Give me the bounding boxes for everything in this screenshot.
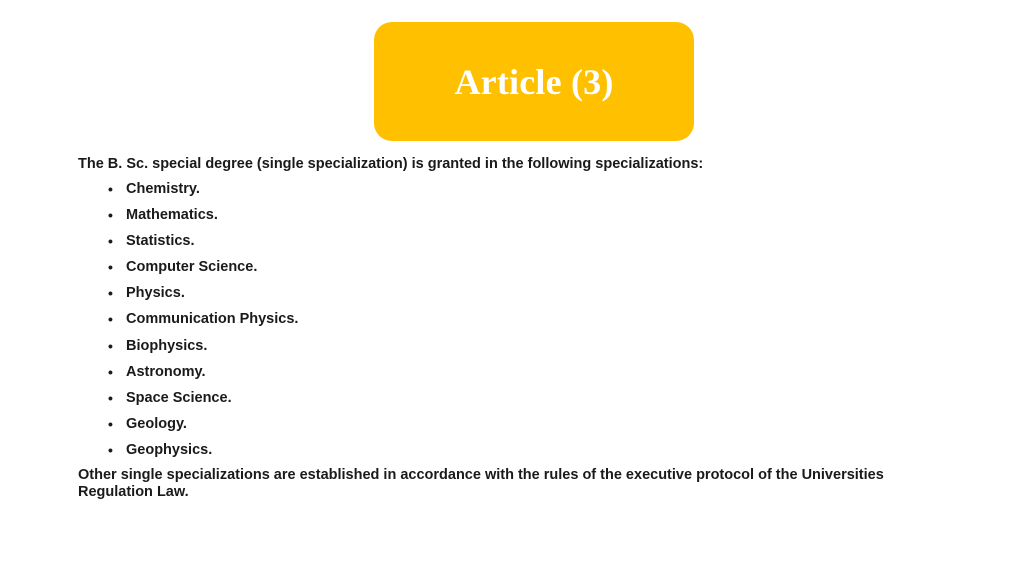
list-item-label: Statistics.	[126, 233, 195, 250]
list-item	[78, 254, 958, 280]
bullet-icon: •	[108, 311, 113, 328]
list-item-label: Chemistry.	[126, 181, 200, 197]
list-item	[78, 176, 958, 202]
list-item	[78, 202, 958, 228]
list-item-label: Space Science.	[126, 389, 232, 406]
list-item-label: Geology.	[126, 415, 187, 432]
list-item-label: Mathematics.	[126, 207, 218, 224]
bullet-icon: •	[108, 233, 113, 250]
bullet-icon: •	[108, 337, 113, 354]
outro-text: Other single specializations are established in accordance with the rules of the executive protocol of the Universities Regulation Law.	[78, 467, 884, 501]
bullet-icon: •	[108, 363, 113, 380]
bullet-icon: •	[108, 285, 113, 302]
title-box	[374, 22, 694, 141]
slide-title: Article (3)	[454, 61, 614, 102]
list-item-label: Astronomy.	[126, 363, 206, 380]
list-item	[78, 359, 958, 385]
bullet-icon: •	[108, 415, 113, 432]
list-item-label: Biophysics.	[126, 337, 208, 354]
bullet-icon: •	[108, 207, 113, 224]
bullet-icon: •	[108, 181, 113, 197]
list-item	[78, 437, 958, 463]
bullet-icon: •	[108, 389, 113, 406]
bullet-icon: •	[108, 441, 113, 458]
intro-text: The B. Sc. special degree (single specialization) is granted in the following specializations:	[78, 156, 704, 172]
list-item	[78, 411, 958, 437]
list-item-label: Computer Science.	[126, 259, 258, 276]
bullet-icon: •	[108, 259, 113, 276]
list-item	[78, 333, 958, 359]
list-item	[78, 228, 958, 254]
list-item	[78, 385, 958, 411]
specialization-list	[78, 176, 958, 463]
list-item-label: Communication Physics.	[126, 311, 299, 328]
list-item	[78, 306, 958, 332]
slide-body	[78, 154, 958, 501]
list-item-label: Physics.	[126, 285, 185, 302]
list-item	[78, 280, 958, 306]
list-item-label: Geophysics.	[126, 441, 213, 458]
